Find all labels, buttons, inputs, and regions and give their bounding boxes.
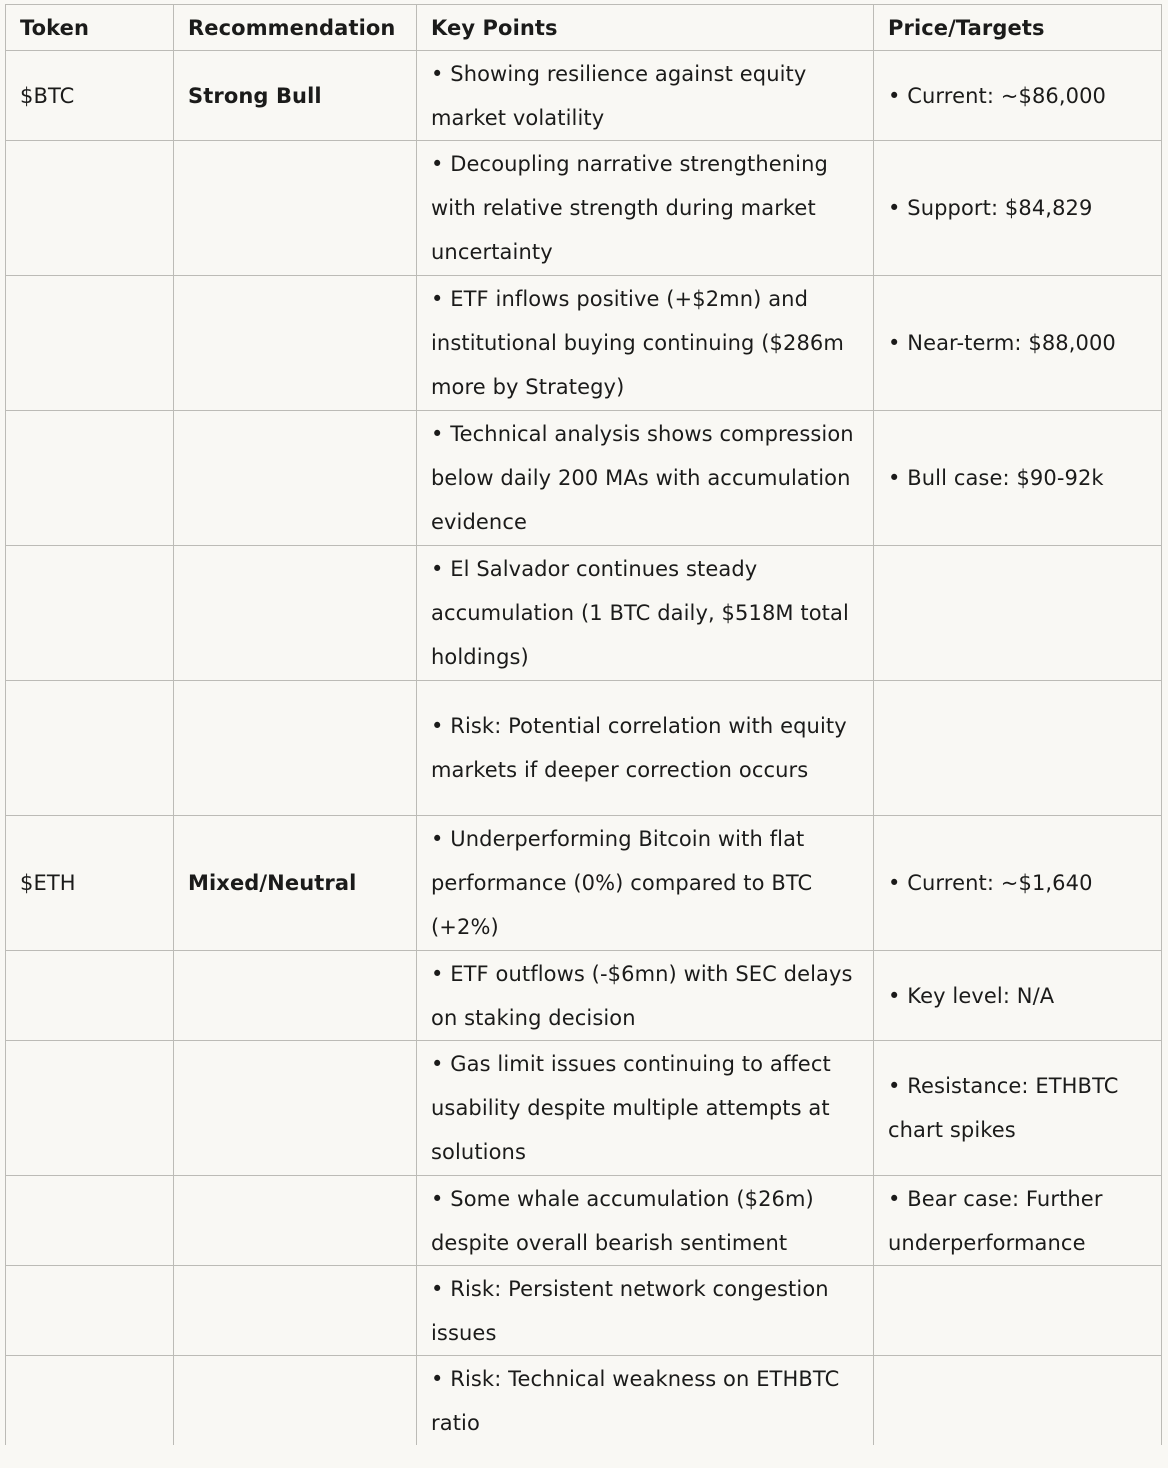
table-body xyxy=(6,51,1162,1446)
token-cell xyxy=(6,951,174,1041)
table-row xyxy=(6,411,1162,546)
price-target-cell: • Current: ~$1,640 xyxy=(874,816,1162,951)
recommendation-cell xyxy=(174,681,417,816)
token-cell xyxy=(6,276,174,411)
header-row xyxy=(6,5,1162,51)
table-row xyxy=(6,51,1162,141)
key-point-cell: • ETF inflows positive (+$2mn) and institutional buying continuing ($286m more by Strategy) xyxy=(417,276,874,411)
price-target-cell: • Resistance: ETHBTC chart spikes xyxy=(874,1041,1162,1176)
header-price-targets: Price/Targets xyxy=(874,5,1162,51)
token-cell xyxy=(6,1176,174,1266)
header-recommendation: Recommendation xyxy=(174,5,417,51)
recommendation-table-container xyxy=(5,4,1161,1445)
price-target-cell: • Bear case: Further underperformance xyxy=(874,1176,1162,1266)
key-point-cell: • Showing resilience against equity market volatility xyxy=(417,51,874,141)
token-cell xyxy=(6,141,174,276)
table-row xyxy=(6,1041,1162,1176)
recommendation-cell xyxy=(174,1176,417,1266)
key-point-cell: • Technical analysis shows compression below daily 200 MAs with accumulation evidence xyxy=(417,411,874,546)
recommendation-cell xyxy=(174,141,417,276)
price-target-cell xyxy=(874,1266,1162,1356)
token-cell xyxy=(6,681,174,816)
key-point-cell: • Decoupling narrative strengthening with relative strength during market uncertainty xyxy=(417,141,874,276)
token-cell xyxy=(6,546,174,681)
key-point-cell: • ETF outflows (-$6mn) with SEC delays on staking decision xyxy=(417,951,874,1041)
table-row xyxy=(6,816,1162,951)
table-row xyxy=(6,276,1162,411)
price-target-cell: • Support: $84,829 xyxy=(874,141,1162,276)
price-target-cell: • Near-term: $88,000 xyxy=(874,276,1162,411)
key-point-cell: • El Salvador continues steady accumulation (1 BTC daily, $518M total holdings) xyxy=(417,546,874,681)
recommendation-cell: Strong Bull xyxy=(174,51,417,141)
recommendation-cell xyxy=(174,951,417,1041)
table-row xyxy=(6,1356,1162,1446)
token-cell xyxy=(6,1356,174,1446)
recommendation-cell xyxy=(174,546,417,681)
table-row xyxy=(6,951,1162,1041)
price-target-cell xyxy=(874,546,1162,681)
price-target-cell: • Current: ~$86,000 xyxy=(874,51,1162,141)
key-point-cell: • Gas limit issues continuing to affect usability despite multiple attempts at solutions xyxy=(417,1041,874,1176)
table-row xyxy=(6,546,1162,681)
token-cell xyxy=(6,1266,174,1356)
recommendation-cell xyxy=(174,1356,417,1446)
recommendation-cell xyxy=(174,276,417,411)
recommendation-table xyxy=(5,4,1162,1445)
table-row xyxy=(6,141,1162,276)
table-row xyxy=(6,1176,1162,1266)
key-point-cell: • Risk: Technical weakness on ETHBTC ratio xyxy=(417,1356,874,1446)
price-target-cell xyxy=(874,1356,1162,1446)
key-point-cell: • Risk: Potential correlation with equity markets if deeper correction occurs xyxy=(417,681,874,816)
header-key-points: Key Points xyxy=(417,5,874,51)
token-cell xyxy=(6,411,174,546)
table-row xyxy=(6,681,1162,816)
key-point-cell: • Risk: Persistent network congestion issues xyxy=(417,1266,874,1356)
key-point-cell: • Some whale accumulation ($26m) despite overall bearish sentiment xyxy=(417,1176,874,1266)
recommendation-cell: Mixed/Neutral xyxy=(174,816,417,951)
token-cell: $ETH xyxy=(6,816,174,951)
price-target-cell: • Key level: N/A xyxy=(874,951,1162,1041)
recommendation-cell xyxy=(174,1041,417,1176)
recommendation-cell xyxy=(174,1266,417,1356)
recommendation-cell xyxy=(174,411,417,546)
price-target-cell xyxy=(874,681,1162,816)
token-cell: $BTC xyxy=(6,51,174,141)
key-point-cell: • Underperforming Bitcoin with flat performance (0%) compared to BTC (+2%) xyxy=(417,816,874,951)
token-cell xyxy=(6,1041,174,1176)
price-target-cell: • Bull case: $90-92k xyxy=(874,411,1162,546)
table-header xyxy=(6,5,1162,51)
header-token: Token xyxy=(6,5,174,51)
table-row xyxy=(6,1266,1162,1356)
